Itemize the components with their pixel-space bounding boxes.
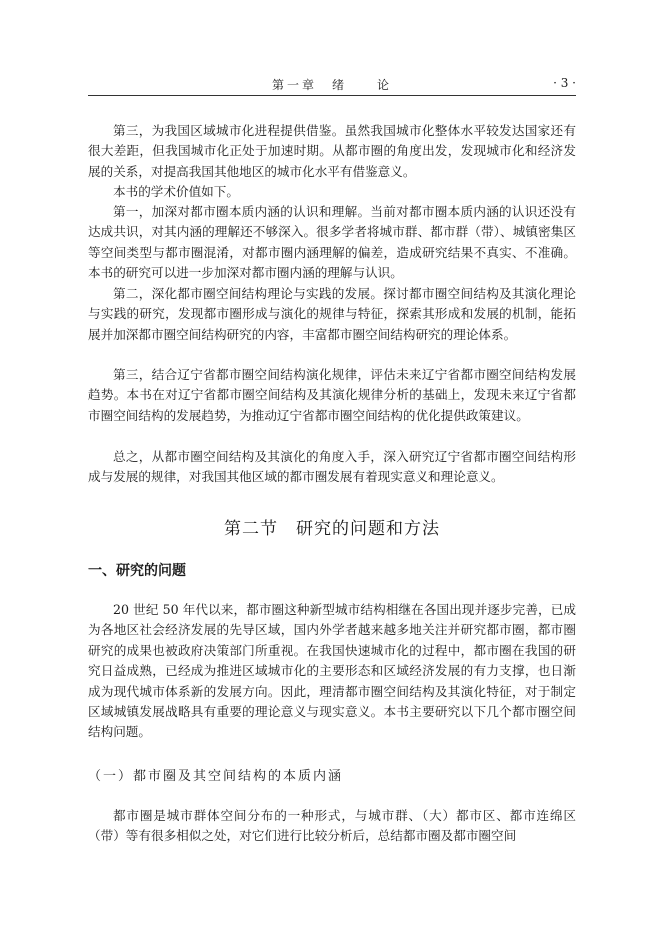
paragraph-third-value: 第三，结合辽宁省都市圈空间结构演化规律，评估未来辽宁省都市圈空间结构发展趋势。本书在对辽宁省都市圈空间结构及其演化规律分析的基础上，发现未来辽宁省都市圈空间结构的发展趋势，为推动辽宁省都市圈空间结构的优化提供政策建议。 xyxy=(88,367,576,423)
header-rule xyxy=(88,95,576,96)
subheading-essence: （一）都市圈及其空间结构的本质内涵 xyxy=(88,769,344,784)
chapter-title: 第一章 绪 论 xyxy=(271,78,392,92)
paragraph-summary: 总之，从都市圈空间结构及其演化的角度入手，深入研究辽宁省都市圈空间结构形成与发展的规律，对我国其他区域的都市圈发展有着现实意义和理论意义。 xyxy=(88,449,576,485)
page-number: · 3 · xyxy=(553,76,576,90)
paragraph-academic-value-intro: 本书的学术价值如下。 xyxy=(113,184,239,199)
paragraph-first-value: 第一，加深对都市圈本质内涵的认识和理解。当前对都市圈本质内涵的认识还没有达成共识，对其内涵的理解还不够深入。很多学者将城市群、都市群（带）、城镇密集区等空间类型与都市圈混淆，对都市圈内涵理解的偏差，造成研究结果不真实、不准确。本书的研究可以进一步加深对都市圈内涵的理解与认识。 xyxy=(88,204,576,281)
running-header xyxy=(88,72,576,94)
section-title: 第二节 研究的问题和方法 xyxy=(224,519,440,539)
heading-research-questions: 一、研究的问题 xyxy=(88,563,186,579)
paragraph-research-intro: 20 世纪 50 年代以来，都市圈这种新型城市结构相继在各国出现并逐步完善，已成为各地区社会经济发展的先导区域，国内外学者越来越多地关注并研究都市圈，都市圈研究的成果也被政府决策部门所重视。在我国快速城市化的过程中，都市圈在我国的研究日益成熟，已经成为推进区域城市化的主要形态和区域经济发展的有力支撑，也日渐成为现代城市体系新的发展方向。因此，理清都市圈空间结构及其演化特征，对于制定区域城镇发展战略具有重要的理论意义与现实意义。本书主要研究以下几个都市圈空间结构问题。 xyxy=(88,602,576,740)
paragraph-definition: 都市圈是城市群体空间分布的一种形式，与城市群、（大）都市区、都市连绵区（带）等有很多相似之处，对它们进行比较分析后，总结都市圈及都市圈空间 xyxy=(88,808,576,844)
paragraph-reference-value: 第三，为我国区域城市化进程提供借鉴。虽然我国城市化整体水平较发达国家还有很大差距，但我国城市化正处于加速时期。从都市圈的角度出发，发现城市化和经济发展的关系，对提高我国其他地区的城市化水平有借鉴意义。 xyxy=(88,123,576,179)
paragraph-second-value: 第二，深化都市圈空间结构理论与实践的发展。探讨都市圈空间结构及其演化理论与实践的研究，发现都市圈形成与演化的规律与特征，探索其形成和发展的机制，能拓展并加深都市圈空间结构研究的内容，丰富都市圈空间结构研究的理论体系。 xyxy=(88,286,576,342)
